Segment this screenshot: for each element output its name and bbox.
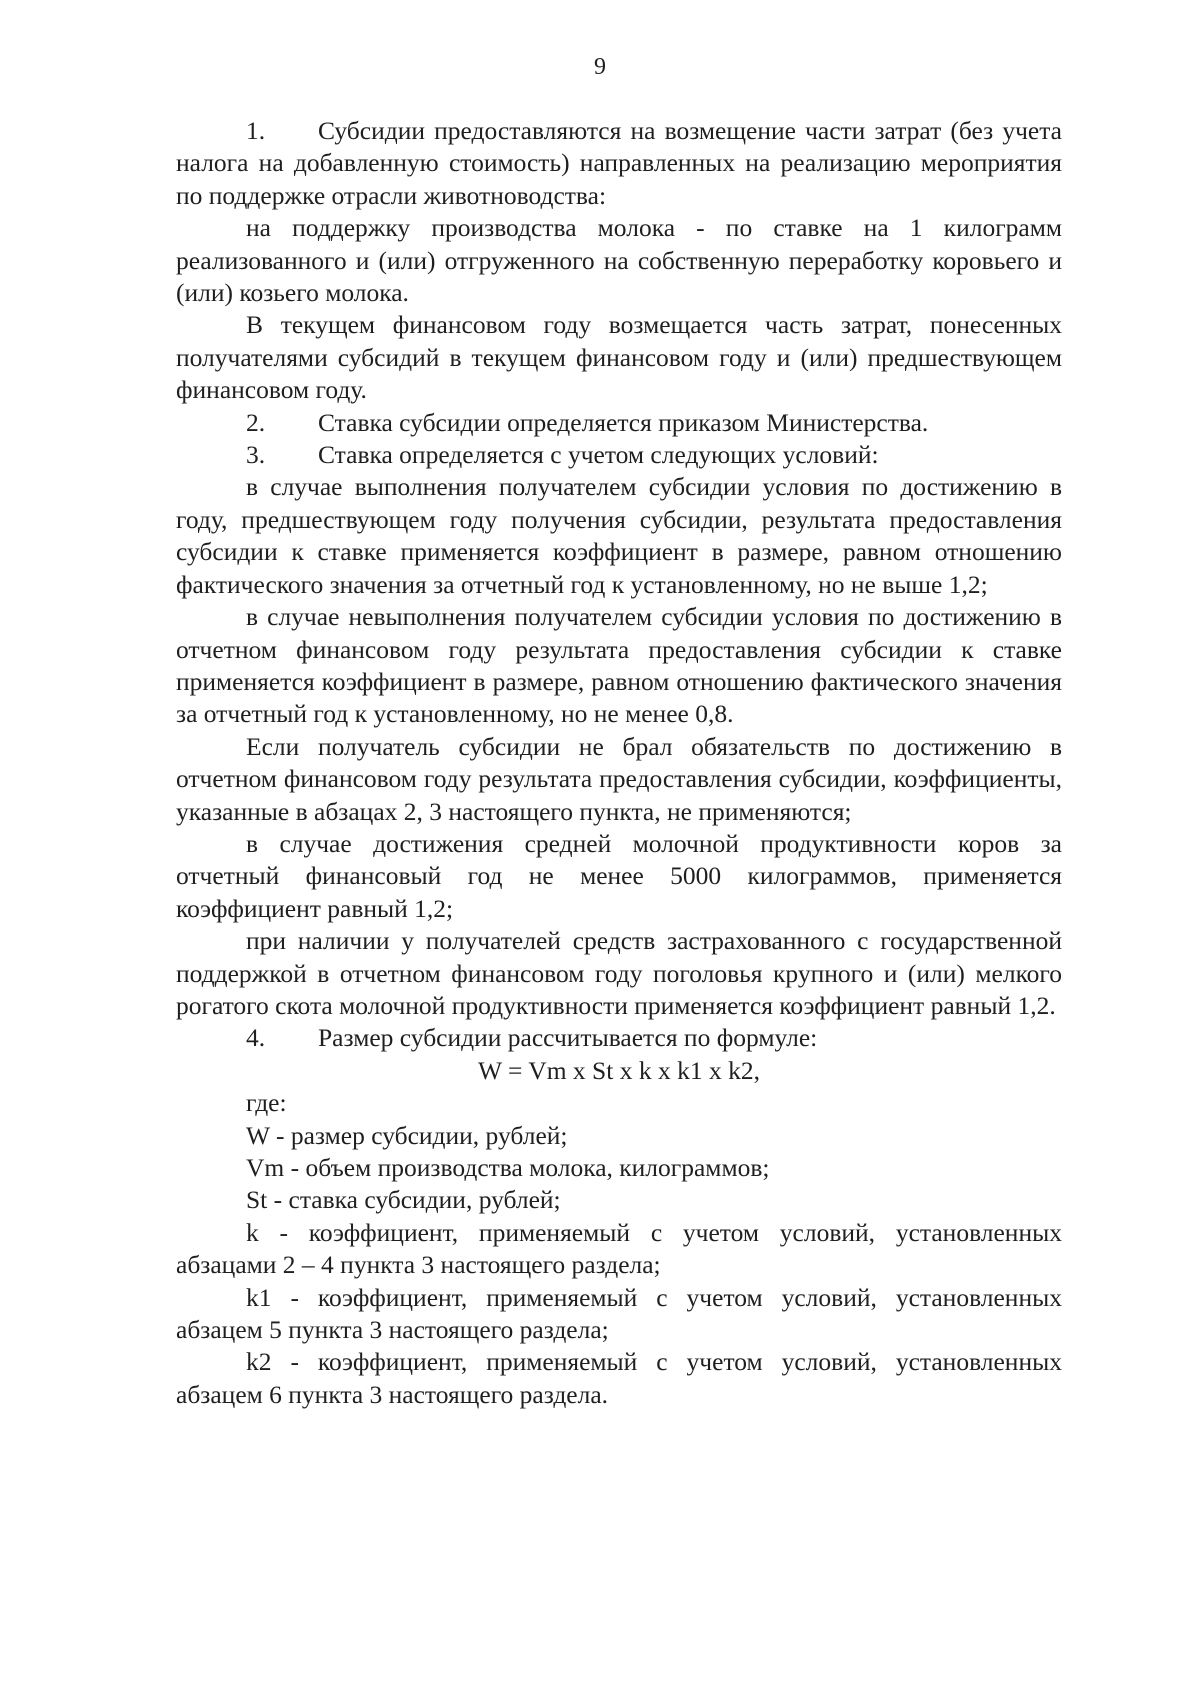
paragraph-text: Субсидии предоставляются на возмещение части затрат (без учета налога на добавленную стоимость) направленных на реализацию мероприятия по поддержке отрасли животноводства: bbox=[176, 116, 1062, 210]
item-number: 1. bbox=[246, 116, 266, 145]
item-number: 2. bbox=[246, 407, 266, 437]
paragraph: в случае достижения средней молочной продуктивности коров за отчетный финансовый год не менее 5000 килограммов, применяется коэффициент равный 1,2; bbox=[176, 828, 1062, 923]
paragraph bbox=[176, 1022, 1062, 1054]
paragraph: Если получатель субсидии не брал обязательств по достижению в отчетном финансовом году результата предоставления субсидии, коэффициенты, указанные в абзацах 2, 3 настоящего пункта, не применяются; bbox=[176, 731, 1062, 826]
formula-legend-item: Vm - объем производства молока, килограммов; bbox=[246, 1153, 770, 1182]
page-number: 9 bbox=[594, 54, 606, 80]
formula-legend-item: k - коэффициент, применяемый с учетом условий, установленных абзацами 2 – 4 пункта 3 настоящего раздела; bbox=[176, 1217, 1062, 1280]
item-number: 4. bbox=[246, 1023, 266, 1053]
formula-legend-item: где: bbox=[246, 1088, 287, 1118]
formula-legend-item: k1 - коэффициент, применяемый с учетом условий, установленных абзацем 5 пункта 3 настоящего раздела; bbox=[176, 1282, 1062, 1345]
formula-legend-item: W - размер субсидии, рублей; bbox=[246, 1120, 568, 1150]
item-number: 3. bbox=[246, 440, 266, 470]
formula-legend-item: St - ставка субсидии, рублей; bbox=[246, 1185, 561, 1215]
paragraph-text: Размер субсидии рассчитывается по формуле: bbox=[318, 1023, 818, 1053]
paragraph-text: Ставка субсидии определяется приказом Министерства. bbox=[318, 407, 929, 437]
formula-legend-item: k2 - коэффициент, применяемый с учетом условий, установленных абзацем 6 пункта 3 настоящего раздела. bbox=[176, 1347, 1062, 1409]
paragraph: в случае выполнения получателем субсидии условия по достижению в году, предшествующем году получения субсидии, результата предоставления субсидии к ставке применяется коэффициент в размере, равном отношению фактического значения за отчетный год к установленному, но не выше 1,2; bbox=[176, 472, 1062, 599]
paragraph bbox=[176, 115, 1062, 212]
paragraph: в случае невыполнения получателем субсидии условия по достижению в отчетном финансовом году результата предоставления субсидии к ставке применяется коэффициент в размере, равном отношению фактического значения за отчетный год к установленному, но не менее 0,8. bbox=[176, 602, 1062, 729]
paragraph bbox=[176, 407, 1062, 439]
formula: W = Vm x St x k x k1 x k2, bbox=[478, 1055, 760, 1085]
paragraph: на поддержку производства молока - по ставке на 1 килограмм реализованного и (или) отгруженного на собственную переработку коровьего и (или) козьего молока. bbox=[176, 213, 1062, 308]
paragraph-text: Ставка определяется с учетом следующих условий: bbox=[318, 440, 879, 470]
paragraph bbox=[176, 439, 1062, 471]
paragraph: В текущем финансовом году возмещается часть затрат, понесенных получателями субсидий в текущем финансовом году и (или) предшествующем финансовом году. bbox=[176, 310, 1062, 405]
document-body bbox=[176, 115, 1062, 1411]
paragraph: при наличии у получателей средств застрахованного с государственной поддержкой в отчетном финансовом году поголовья крупного и (или) мелкого рогатого скота молочной продуктивности применяется коэффициент равный 1,2. bbox=[176, 926, 1062, 1020]
